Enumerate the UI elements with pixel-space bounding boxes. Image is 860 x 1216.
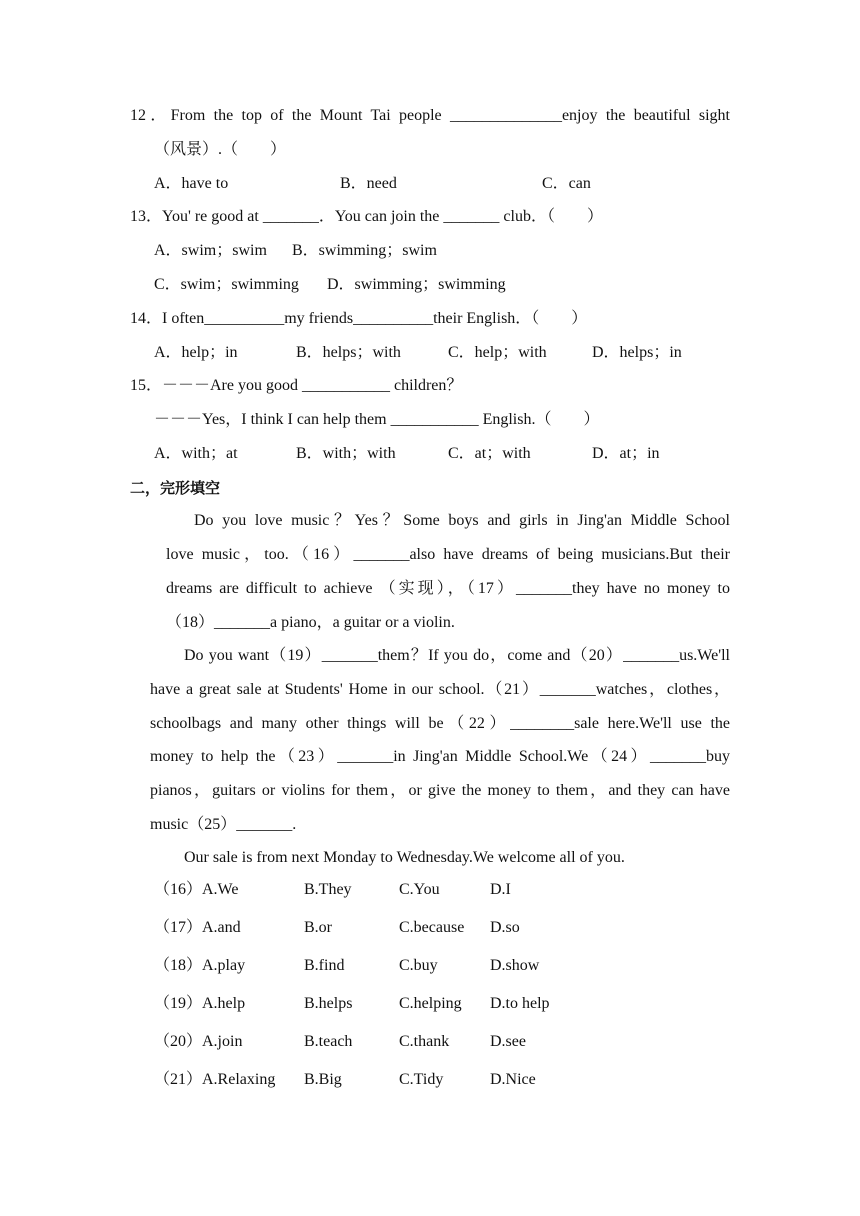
question-12-text: 12．From the top of the Mount Tai people ______________enjoy the beautiful sight [130, 107, 730, 124]
q14-option-c: C．help；with [448, 344, 547, 361]
choice-21-b: B.Big [304, 1071, 342, 1088]
question-13-text: 13．You' re good at _______．You can join the _______ club．（ ） [130, 208, 603, 225]
q14-option-b: B．helps；with [296, 344, 401, 361]
choice-19-a: （19）A.help [154, 995, 246, 1012]
choice-17-d: D.so [490, 919, 520, 936]
choice-18-c: C.buy [399, 957, 438, 974]
question-15-text-cont: －－－Yes，I think I can help them ___________ English.（ ） [154, 411, 600, 428]
q13-option-b: B．swimming；swim [292, 242, 437, 259]
passage-line: pianos，guitars or violins for them，or give the money to them，and they can have [150, 782, 730, 799]
q14-option-a: A．help；in [154, 344, 238, 361]
choice-21-a: （21）A.Relaxing [154, 1071, 276, 1088]
choice-20-b: B.teach [304, 1033, 353, 1050]
choice-19-b: B.helps [304, 995, 353, 1012]
choice-21-d: D.Nice [490, 1071, 536, 1088]
q13-option-a: A．swim；swim [154, 242, 267, 259]
choice-16-a: （16）A.We [154, 881, 239, 898]
choice-16-c: C.You [399, 881, 440, 898]
choice-21-c: C.Tidy [399, 1071, 444, 1088]
q12-option-c: C．can [542, 175, 591, 192]
q13-option-d: D．swimming；swimming [327, 276, 506, 293]
choice-16-b: B.They [304, 881, 352, 898]
choice-19-d: D.to help [490, 995, 550, 1012]
choice-20-a: （20）A.join [154, 1033, 243, 1050]
passage-line: money to help the（23）_______in Jing'an Middle School.We（24）_______buy [150, 748, 730, 765]
passage-line: dreams are difficult to achieve （实现），（17）_______they have no money to [166, 580, 730, 597]
q12-option-a: A．have to [154, 175, 229, 192]
choice-20-d: D.see [490, 1033, 526, 1050]
q15-option-a: A．with；at [154, 445, 238, 462]
question-12-text-cont: （风景）.（ ） [154, 141, 287, 158]
passage-line: schoolbags and many other things will be（22）________sale here.We'll use the [150, 715, 730, 732]
choice-17-b: B.or [304, 919, 332, 936]
choice-17-c: C.because [399, 919, 465, 936]
choice-20-c: C.thank [399, 1033, 450, 1050]
section-heading: 二，完形填空 [130, 479, 221, 497]
q14-option-d: D．helps；in [592, 344, 682, 361]
q13-option-c: C．swim；swimming [154, 276, 299, 293]
passage-line: Do you love music？Yes？Some boys and girls in Jing'an Middle School [194, 512, 730, 529]
choice-16-d: D.I [490, 881, 511, 898]
q15-option-d: D．at；in [592, 445, 660, 462]
passage-line: have a great sale at Students' Home in our school.（21）_______watches，clothes， [150, 681, 730, 698]
q15-option-c: C．at；with [448, 445, 531, 462]
passage-line: music（25）_______. [150, 816, 297, 833]
choice-18-d: D.show [490, 957, 540, 974]
choice-18-b: B.find [304, 957, 345, 974]
passage-line: love music，too.（16）_______also have dreams of being musicians.But their [166, 546, 730, 563]
q15-option-b: B．with；with [296, 445, 396, 462]
choice-18-a: （18）A.play [154, 957, 246, 974]
passage-line: Our sale is from next Monday to Wednesday.We welcome all of you. [184, 849, 625, 866]
passage-line: （18）_______a piano，a guitar or a violin. [166, 614, 455, 631]
choice-17-a: （17）A.and [154, 919, 241, 936]
q12-option-b: B．need [340, 175, 397, 192]
question-15-text: 15．－－－Are you good ___________ children？ [130, 377, 463, 394]
question-14-text: 14．I often__________my friends__________their English．（ ） [130, 310, 588, 327]
passage-line: Do you want（19）_______them？If you do，come and（20）_______us.We'll [184, 647, 730, 664]
choice-19-c: C.helping [399, 995, 462, 1012]
